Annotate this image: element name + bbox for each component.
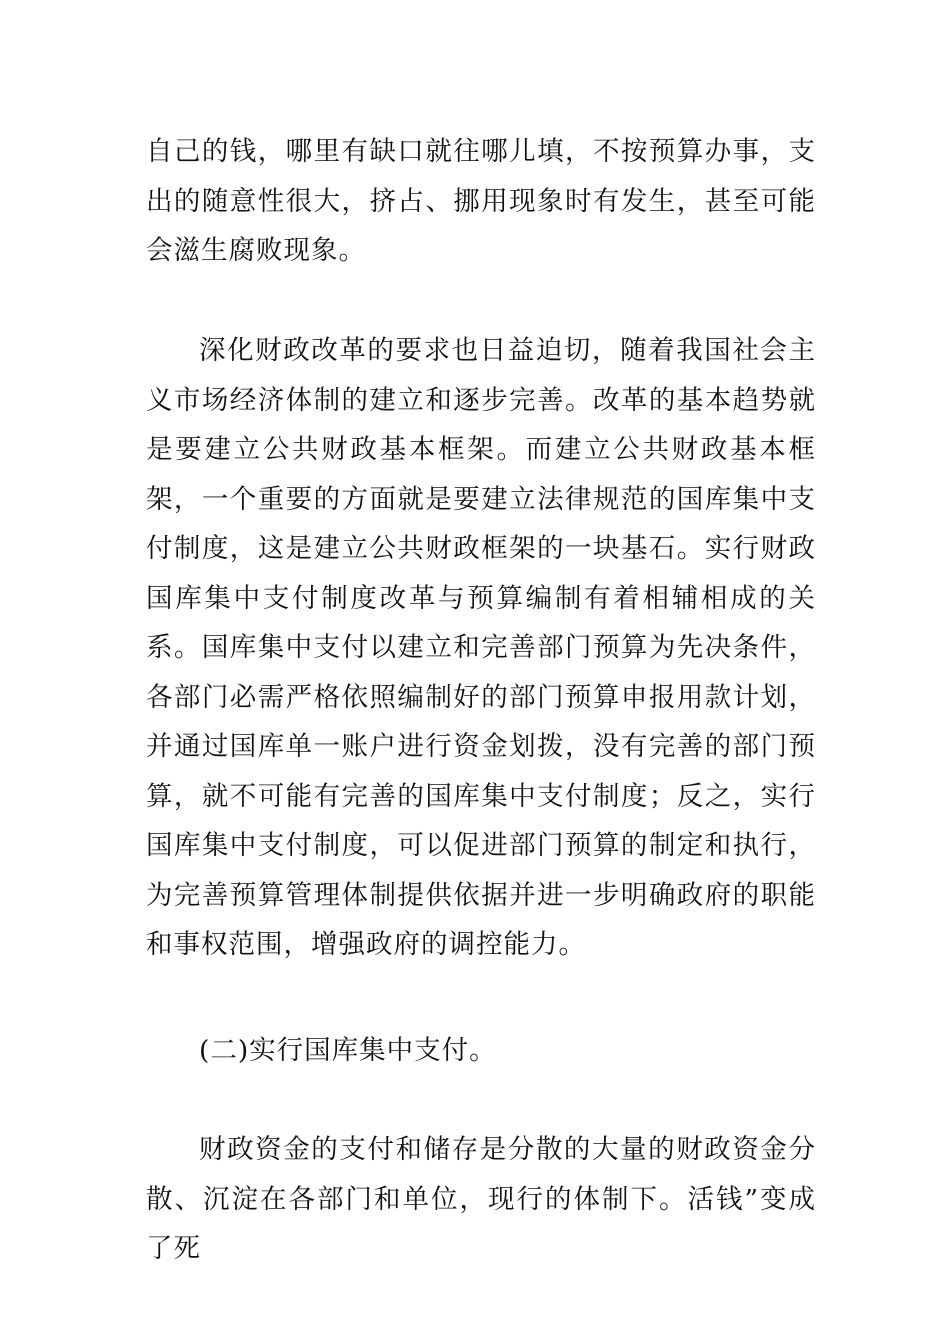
section-heading bbox=[146, 1026, 816, 1076]
paragraph-text: 财政资金的支付和储存是分散的大量的财政资金分散、沉淀在各部门和单位，现行的体制下。活钱”变成了死 bbox=[146, 1134, 816, 1264]
paragraph-fund-payment bbox=[146, 1125, 816, 1274]
paragraph-fiscal-reform bbox=[146, 326, 816, 970]
heading-text: (二)实行国库集中支付。 bbox=[199, 1035, 497, 1066]
paragraph-text: 自己的钱，哪里有缺口就往哪儿填，不按预算办事，支出的随意性很大，挤占、挪用现象时有发生，甚至可能会滋生腐败现象。 bbox=[146, 136, 816, 266]
paragraph-continuation bbox=[146, 127, 816, 276]
paragraph-text: 深化财政改革的要求也日益迫切，随着我国社会主义市场经济体制的建立和逐步完善。改革的基本趋势就是要建立公共财政基本框架。而建立公共财政基本框架，一个重要的方面就是要建立法律规范的国库集中支付制度，这是建立公共财政框架的一块基石。实行财政国库集中支付制度改革与预算编制有着相辅相成的关系。国库集中支付以建立和完善部门预算为先决条件，各部门必需严格依照编制好的部门预算申报用款计划，并通过国库单一账户进行资金划拨，没有完善的部门预算，就不可能有完善的国库集中支付制度；反之，实行国库集中支付制度，可以促进部门预算的制定和执行，为完善预算管理体制提供依据并进一步明确政府的职能和事权范围，增强政府的调控能力。 bbox=[146, 335, 816, 960]
